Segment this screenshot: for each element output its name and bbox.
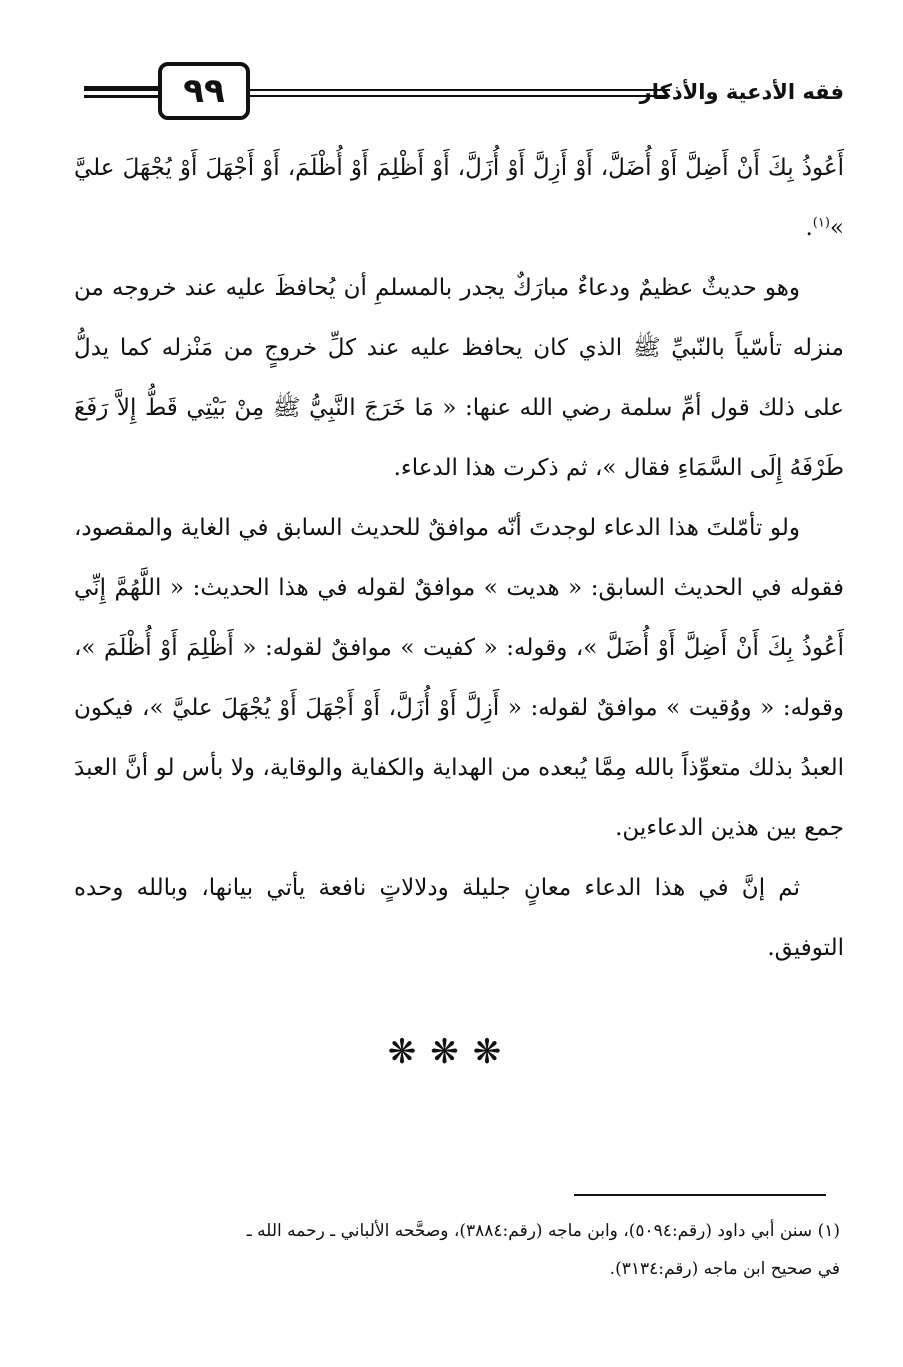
section-separator: ❋❋❋ (387, 1032, 516, 1072)
paragraph-hadith-end (74, 138, 844, 258)
header-rule-left-bottom (84, 95, 164, 98)
paragraph-3: ولو تأمّلتَ هذا الدعاء لوجدتَ أنّه موافقٌ للحديث السابق في الغاية والمقصود، فقوله في الحديث السابق: « هديت » موافقٌ لقوله في هذا الحديث: « اللَّهُمَّ إِنِّي أَعُوذُ بِكَ أَنْ أَضِلَّ أَوْ أُضَلَّ »، وقوله: « كفيت » موافقٌ لقوله: « أَظْلِمَ أَوْ أُظْلَمَ »، وقوله: « ووُقيت » موافقٌ لقوله: « أَزِلَّ أَوْ أُزَلَّ، أَوْ أَجْهَلَ أَوْ يُجْهَلَ عليَّ »، فيكون العبدُ بذلك متعوِّذاً بالله مِمَّا يُبعده من الهداية والكفاية والوقاية، ولا بأس لو أنَّ العبدَ جمع بين هذين الدعاءين. (74, 515, 844, 841)
header-rule-right-top (250, 89, 670, 91)
footnote-reference: (١) (812, 215, 830, 231)
paragraph-2: وهو حديثٌ عظيمٌ ودعاءٌ مبارَكٌ يجدر بالمسلمِ أن يُحافظَ عليه عند خروجه من منزله تأسّياً بالنّبيِّ ﷺ الذي كان يحافظ عليه عند كلِّ خروجٍ من مَنْزله كما يدلُّ على ذلك قول أمِّ سلمة رضي الله عنها: « مَا خَرَجَ النَّبِيُّ ﷺ مِنْ بَيْتِي قَطُّ إِلاَّ رَفَعَ طَرْفَهُ إِلَى السَّمَاءِ فقال »، ثم ذكرت هذا الدعاء. (74, 275, 844, 481)
header-rule-right-bottom (250, 95, 670, 97)
footnote (70, 1212, 840, 1288)
paragraph-4: ثم إنَّ في هذا الدعاء معانٍ جليلة ودلالاتٍ نافعة يأتي بيانها، وبالله وحده التوفيق. (74, 875, 844, 961)
page-number-box (158, 62, 250, 120)
main-text (74, 138, 844, 978)
header-rule-left-top (84, 86, 164, 91)
footnote-line-2: في صحيح ابن ماجه (رقم:٣١٣٤). (609, 1259, 840, 1279)
hadith-text-end: . (805, 215, 813, 241)
footnote-line-1: (١) سنن أبي داود (رقم:٥٠٩٤)، وابن ماجه (رقم:٣٨٨٤)، وصحَّحه الألباني ـ رحمه الله ـ (246, 1221, 840, 1241)
hadith-text: أَعُوذُ بِكَ أَنْ أَضِلَّ أَوْ أُضَلَّ، أَوْ أَزِلَّ أَوْ أُزَلَّ، أَوْ أَظْلِمَ أَوْ أُظْلَمَ، أَوْ أَجْهَلَ أَوْ يُجْهَلَ عليَّ » (74, 155, 844, 241)
page-number: ٩٩ (183, 71, 225, 111)
footnote-rule (574, 1194, 826, 1196)
book-title: فقه الأدعية والأذكار (639, 80, 844, 104)
page-header (84, 62, 844, 124)
